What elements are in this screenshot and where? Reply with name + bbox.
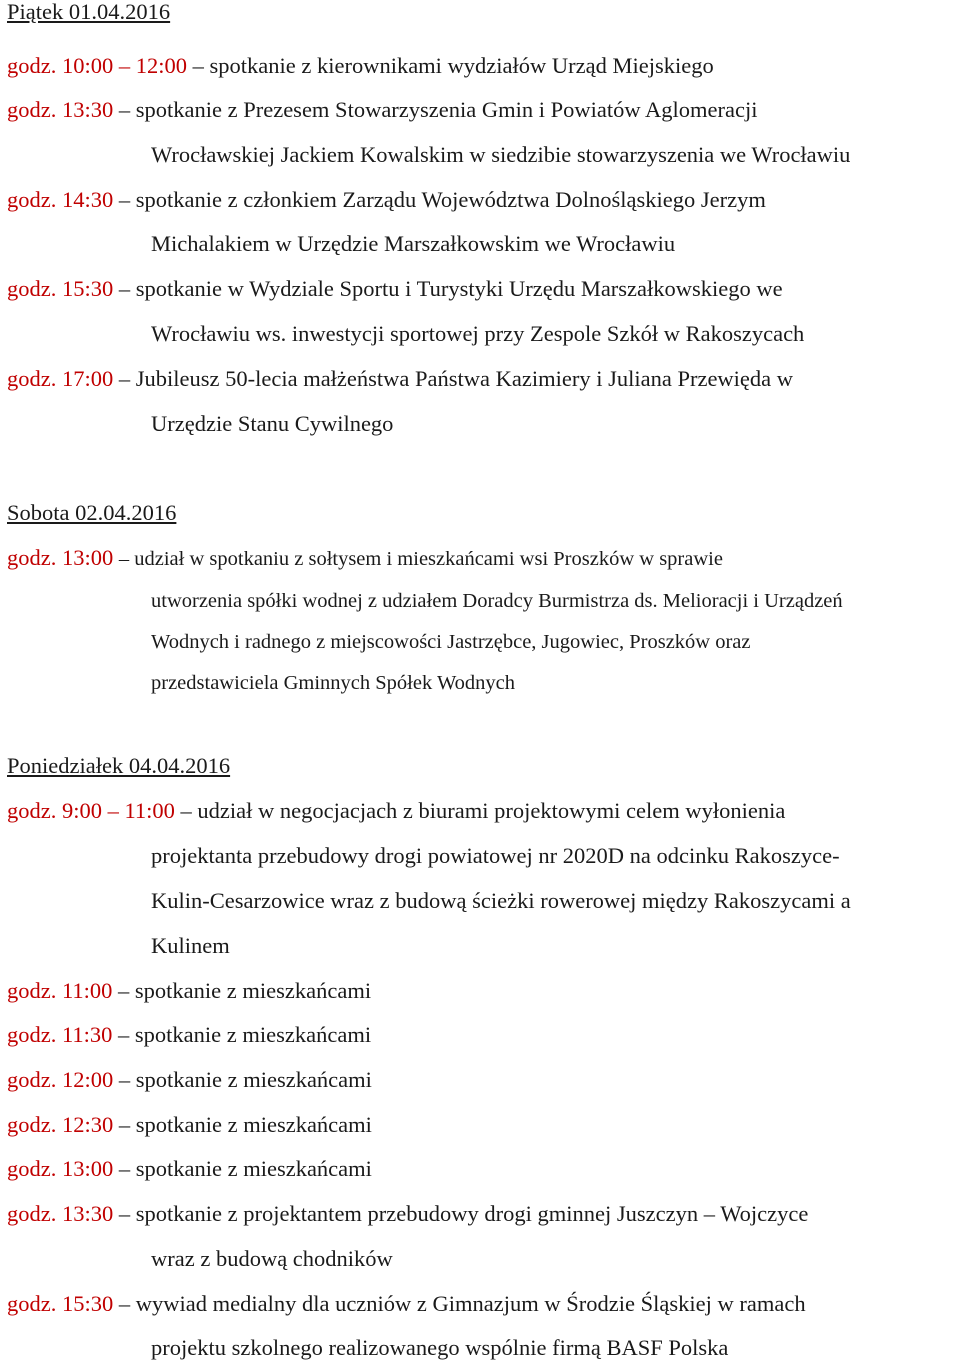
entry-text: – wywiad medialny dla uczniów z Gimnazjum w Środzie Śląskiej w ramach [118,1291,806,1316]
day-heading: Poniedziałek 04.04.2016 [7,753,231,778]
entry-text: – spotkanie z kierownikami wydziałów Urząd Miejskiego [192,53,714,78]
entry-time: godz. 13:30 [7,97,114,122]
entry-time: godz. 14:30 [7,187,114,212]
entry-text: – spotkanie z członkiem Zarządu Województwa Dolnośląskiego Jerzym [118,187,766,212]
entry-text: – spotkanie z mieszkańcami [118,1067,372,1092]
entry-text-continuation: przedstawiciela Gminnych Spółek Wodnych [151,672,516,694]
entry-time: godz. 11:00 [7,978,113,1003]
entry-time: godz. 13:30 [7,1201,114,1226]
schedule-entry [7,1021,371,1049]
entry-time: godz. 13:00 [7,1156,114,1181]
entry-time: godz. 12:00 [7,1067,114,1092]
entry-time: godz. 9:00 – 11:00 [7,798,175,823]
schedule-entry [7,1066,372,1094]
entry-text-continuation: Wodnych i radnego z miejscowości Jastrzębce, Jugowiec, Proszków oraz [151,631,751,653]
entry-text: – spotkanie w Wydziale Sportu i Turystyki Urzędu Marszałkowskiego we [118,276,783,301]
entry-time: godz. 11:30 [7,1022,113,1047]
entry-text-continuation: utworzenia spółki wodnej z udziałem Doradcy Burmistrza ds. Melioracji i Urządzeń [151,590,843,612]
entry-text: – spotkanie z mieszkańcami [118,1022,372,1047]
schedule-entry [7,797,785,825]
schedule-entry [7,1290,806,1318]
entry-text-continuation: Wrocławskiej Jackiem Kowalskim w siedzibie stowarzyszenia we Wrocławiu [151,142,851,167]
entry-text: – Jubileusz 50-lecia małżeństwa Państwa Kazimiery i Juliana Przewięda w [118,366,794,391]
day-heading: Sobota 02.04.2016 [7,500,177,525]
schedule-entry [7,1155,372,1183]
schedule-entry [7,544,723,573]
entry-text: – udział w negocjacjach z biurami projektowymi celem wyłonienia [180,798,786,823]
day-heading: Piątek 01.04.2016 [7,0,171,24]
entry-text: – udział w spotkaniu z sołtysem i mieszkańcami wsi Proszków w sprawie [118,548,723,570]
schedule-entry [7,52,714,80]
schedule-entry [7,1200,808,1228]
schedule-entry [7,275,783,303]
entry-time: godz. 12:30 [7,1112,114,1137]
entry-text: – spotkanie z Prezesem Stowarzyszenia Gmin i Powiatów Aglomeracji [118,97,758,122]
entry-time: godz. 13:00 [7,545,114,570]
entry-time: godz. 15:30 [7,276,114,301]
entry-text-continuation: Kulin-Cesarzowice wraz z budową ścieżki rowerowej między Rakoszycami a [151,888,851,913]
entry-time: godz. 17:00 [7,366,114,391]
entry-text-continuation: Wrocławiu ws. inwestycji sportowej przy Zespole Szkół w Rakoszycach [151,321,805,346]
entry-text-continuation: projektu szkolnego realizowanego wspólnie firmą BASF Polska [151,1335,729,1360]
entry-text: – spotkanie z mieszkańcami [118,1156,372,1181]
entry-time: godz. 15:30 [7,1291,114,1316]
entry-text: – spotkanie z mieszkańcami [118,1112,372,1137]
entry-text: – spotkanie z mieszkańcami [118,978,372,1003]
schedule-entry [7,977,371,1005]
entry-text-continuation: projektanta przebudowy drogi powiatowej nr 2020D na odcinku Rakoszyce- [151,843,840,868]
schedule-entry [7,365,793,393]
entry-time: godz. 10:00 – 12:00 [7,53,187,78]
schedule-entry [7,186,766,214]
entry-text: – spotkanie z projektantem przebudowy drogi gminnej Juszczyn – Wojczyce [118,1201,809,1226]
entry-text-continuation: Kulinem [151,933,230,958]
schedule-entry [7,1111,372,1139]
entry-text-continuation: wraz z budową chodników [151,1246,393,1271]
schedule-entry [7,96,757,124]
entry-text-continuation: Michalakiem w Urzędzie Marszałkowskim we Wrocławiu [151,231,676,256]
entry-text-continuation: Urzędzie Stanu Cywilnego [151,411,394,436]
